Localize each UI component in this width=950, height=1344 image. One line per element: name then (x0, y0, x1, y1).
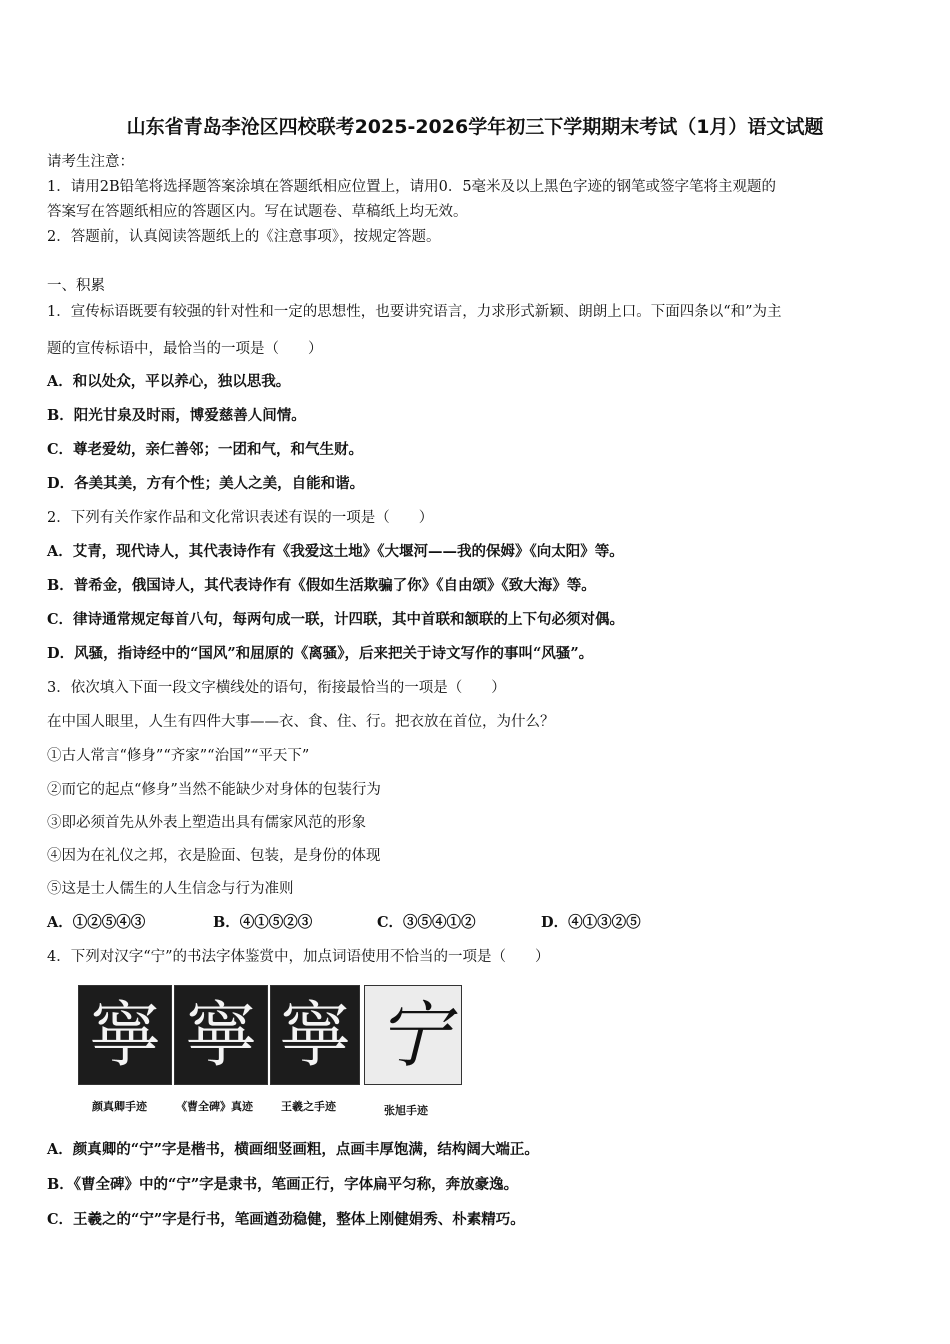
calligraphy-tile-caoquan (174, 985, 268, 1085)
q4-option-c: C．王羲之的“宁”字是行书，笔画遒劲稳健，整体上刚健娟秀、朴素精巧。 (47, 1211, 525, 1228)
calligraphy-figure (78, 985, 462, 1085)
calligraphy-glyph: 寧 (278, 993, 351, 1077)
q4-stem: 4．下列对汉字“宁”的书法字体鉴赏中，加点词语使用不恰当的一项是（ ） (47, 949, 550, 965)
caption-caoquan: 《曹全碑》真迹 (176, 1100, 253, 1113)
notice-item-2: 2．答题前，认真阅读答题纸上的《注意事项》，按规定答题。 (47, 229, 441, 245)
q1-option-b: B．阳光甘泉及时雨，博爱慈善人间情。 (47, 407, 306, 424)
calligraphy-tile-zhang (364, 985, 462, 1085)
q1-stem-line-1: 1．宣传标语既要有较强的针对性和一定的思想性，也要讲究语言，力求形式新颖、朗朗上口。下面四条以“和”为主 (47, 304, 782, 320)
q4-option-b: B．《曹全碑》中的“宁”字是隶书，笔画正行，字体扁平匀称，奔放豪逸。 (47, 1176, 519, 1193)
caption-zhang: 张旭手迹 (384, 1104, 428, 1117)
calligraphy-tile-yan (78, 985, 172, 1085)
q3-passage: 在中国人眼里，人生有四件大事——衣、食、住、行。把衣放在首位，为什么？ (47, 714, 555, 730)
page-title: 山东省青岛李沧区四校联考2025-2026学年初三下学期期末考试（1月）语文试题 (126, 116, 824, 138)
q2-option-b: B．普希金，俄国诗人，其代表诗作有《假如生活欺骗了你》《自由颂》《致大海》等。 (47, 577, 596, 594)
q3-sentence-5: ⑤这是士人儒生的人生信念与行为准则 (47, 881, 294, 897)
notice-item-1-line-1: 1．请用2B铅笔将选择题答案涂填在答题纸相应位置上，请用0．5毫米及以上黑色字迹的钢笔或签字笔将主观题的 (47, 179, 777, 195)
q2-option-c: C．律诗通常规定每首八句，每两句成一联，计四联，其中首联和颔联的上下句必须对偶。 (47, 611, 625, 628)
q3-sentence-4: ④因为在礼仪之邦，衣是脸面、包装，是身份的体现 (47, 848, 381, 864)
notice-heading: 请考生注意： (47, 154, 134, 170)
q1-option-d: D．各美其美，方有个性；美人之美，自能和谐。 (47, 475, 365, 492)
caption-wang: 王羲之手迹 (281, 1100, 336, 1113)
q3-sentence-2: ②而它的起点“修身”当然不能缺少对身体的包装行为 (47, 782, 381, 798)
notice-item-1-line-2: 答案写在答题纸相应的答题区内。写在试题卷、草稿纸上均无效。 (47, 204, 468, 220)
q3-option-b: B．④①⑤②③ (213, 914, 313, 931)
q1-option-c: C．尊老爱幼，亲仁善邻；一团和气，和气生财。 (47, 441, 364, 458)
q2-option-d: D．风骚，指诗经中的“国风”和屈原的《离骚》，后来把关于诗文写作的事叫“风骚”。 (47, 645, 594, 662)
q3-options (47, 913, 747, 933)
caption-yan: 颜真卿手迹 (92, 1100, 147, 1113)
calligraphy-tile-wang (270, 985, 360, 1085)
q3-sentence-1: ①古人常言“修身”“齐家”“治国”“平天下” (47, 748, 310, 764)
calligraphy-glyph: 寧 (88, 993, 161, 1077)
q3-sentence-3: ③即必须首先从外表上塑造出具有儒家风范的形象 (47, 815, 366, 831)
calligraphy-glyph: 宁 (376, 993, 449, 1077)
q1-stem-line-2: 题的宣传标语中，最恰当的一项是（ ） (47, 341, 323, 357)
q3-option-d: D．④①③②⑤ (541, 914, 641, 931)
section-heading: 一、积累 (47, 278, 105, 294)
q3-option-a: A．①②⑤④③ (47, 914, 146, 931)
q3-stem: 3．依次填入下面一段文字横线处的语句，衔接最恰当的一项是（ ） (47, 680, 506, 696)
q1-option-a: A．和以处众，平以养心，独以思我。 (47, 373, 291, 390)
q3-option-c: C．③⑤④①② (377, 914, 476, 931)
q2-stem: 2．下列有关作家作品和文化常识表述有误的一项是（ ） (47, 510, 434, 526)
q4-option-a: A．颜真卿的“宁”字是楷书，横画细竖画粗，点画丰厚饱满，结构阔大端正。 (47, 1141, 539, 1158)
q2-option-a: A．艾青，现代诗人，其代表诗作有《我爱这土地》《大堰河——我的保姆》《向太阳》等。 (47, 543, 624, 560)
calligraphy-glyph: 寧 (184, 993, 257, 1077)
